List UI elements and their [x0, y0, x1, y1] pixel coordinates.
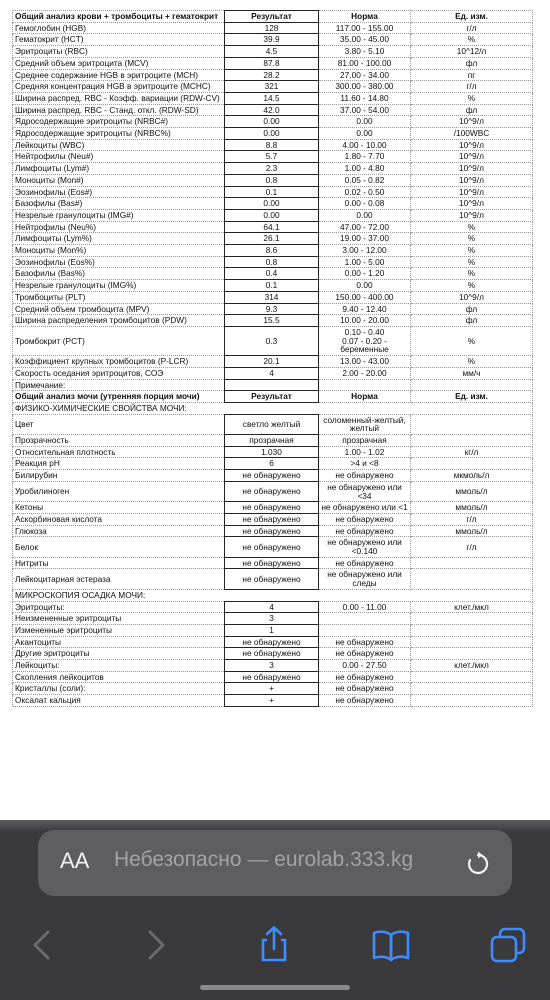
test-name: Белок: [13, 537, 225, 557]
test-name: Средний объем тромбоцита (MPV): [13, 303, 225, 315]
test-result: 9.3: [225, 303, 319, 315]
reference-range: 117.00 - 155.00: [319, 22, 411, 34]
reference-range: не обнаружено или <0.140: [319, 537, 411, 557]
table-row: [13, 221, 533, 233]
table-row: [13, 513, 533, 525]
table-row: [13, 209, 533, 221]
table-row: [13, 525, 533, 537]
test-result: 26.1: [225, 233, 319, 245]
forward-icon[interactable]: [136, 925, 176, 965]
reference-range: 0.00 - 1.20: [319, 268, 411, 280]
table-row: [13, 569, 533, 589]
column-header-unit: Ед. изм.: [411, 391, 533, 403]
reference-range: 1.80 - 7.70: [319, 151, 411, 163]
reference-range: не обнаружено: [319, 557, 411, 569]
bookmarks-icon[interactable]: [371, 925, 411, 965]
table-row: [13, 379, 533, 391]
unit: ммоль/л: [411, 525, 533, 537]
table-row: [13, 557, 533, 569]
section-header-row: [13, 11, 533, 23]
test-result: +: [225, 695, 319, 707]
test-name: Нейтрофилы (Neu%): [13, 221, 225, 233]
reference-range: [319, 613, 411, 625]
reference-range: 0.00: [319, 280, 411, 292]
unit: 10^9/л: [411, 116, 533, 128]
unit: [411, 671, 533, 683]
table-row: [13, 46, 533, 58]
test-result: не обнаружено: [225, 671, 319, 683]
subsection-row: [13, 589, 533, 601]
table-row: [13, 315, 533, 327]
lab-results-body: [13, 11, 533, 707]
unit: [411, 414, 533, 434]
test-name: Ядросодержащие эритроциты (NRBC#): [13, 116, 225, 128]
table-row: [13, 92, 533, 104]
test-name: Средний объем эритроцита (MCV): [13, 57, 225, 69]
unit: 10^9/л: [411, 209, 533, 221]
table-row: [13, 163, 533, 175]
test-name: Нейтрофилы (Neu#): [13, 151, 225, 163]
test-name: Другие эритроциты: [13, 648, 225, 660]
unit: [411, 569, 533, 589]
url-text[interactable]: Небезопасно — eurolab.333.kg: [114, 848, 414, 871]
test-result: 8.8: [225, 139, 319, 151]
table-row: [13, 291, 533, 303]
test-name: Прозрачность: [13, 435, 225, 447]
test-result: 0.00: [225, 116, 319, 128]
reference-range: 1.00 - 5.00: [319, 256, 411, 268]
unit: %: [411, 256, 533, 268]
table-row: [13, 22, 533, 34]
test-result: 4.5: [225, 46, 319, 58]
table-row: [13, 414, 533, 434]
test-result: 14.5: [225, 92, 319, 104]
column-header-result: Результат: [225, 391, 319, 403]
test-name: Ширина распределения тромбоцитов (PDW): [13, 315, 225, 327]
test-name: Лейкоциты (WBC): [13, 139, 225, 151]
test-result: 2.3: [225, 163, 319, 175]
test-name: Базофилы (Bas#): [13, 198, 225, 210]
table-row: [13, 34, 533, 46]
test-name: Ширина распред. RBC - Станд. откл. (RDW-SD): [13, 104, 225, 116]
test-name: Кетоны: [13, 502, 225, 514]
test-name: Ядросодержащие эритроциты (NRBC%): [13, 128, 225, 140]
unit: 10^9/л: [411, 198, 533, 210]
unit: [411, 435, 533, 447]
unit: %: [411, 221, 533, 233]
text-size-button[interactable]: AA: [60, 848, 90, 873]
column-header-norm: Норма: [319, 11, 411, 23]
reference-range: 0.00: [319, 116, 411, 128]
table-row: [13, 537, 533, 557]
unit: [411, 379, 533, 391]
unit: 10^12/л: [411, 46, 533, 58]
test-result: 5.7: [225, 151, 319, 163]
reference-range: 27.00 - 34.00: [319, 69, 411, 81]
reference-range: 0.05 - 0.82: [319, 174, 411, 186]
unit: г/л: [411, 513, 533, 525]
test-result: не обнаружено: [225, 525, 319, 537]
test-name: Тромбокрит (PCT): [13, 326, 225, 355]
table-row: [13, 435, 533, 447]
reference-range: 9.40 - 12.40: [319, 303, 411, 315]
reference-range: 2.00 - 20.00: [319, 367, 411, 379]
reference-range: 3.80 - 5.10: [319, 46, 411, 58]
reference-range: 35.00 - 45.00: [319, 34, 411, 46]
table-row: [13, 268, 533, 280]
test-name: Гемоглобин (HGB): [13, 22, 225, 34]
unit: [411, 648, 533, 660]
test-name: Примечание:: [13, 379, 225, 391]
unit: %: [411, 34, 533, 46]
unit: 10^9/л: [411, 139, 533, 151]
test-result: 0.1: [225, 186, 319, 198]
test-name: Глюкоза: [13, 525, 225, 537]
section-title: Общий анализ мочи (утренняя порция мочи): [13, 391, 225, 403]
reference-range: 10.00 - 20.00: [319, 315, 411, 327]
unit: [411, 613, 533, 625]
table-row: [13, 81, 533, 93]
lab-results-table: [12, 10, 533, 707]
table-row: [13, 470, 533, 482]
test-result: 3: [225, 660, 319, 672]
reference-range: 1.00 - 4.80: [319, 163, 411, 175]
unit: фл: [411, 104, 533, 116]
test-result: 64.1: [225, 221, 319, 233]
reference-range: не обнаружено: [319, 525, 411, 537]
test-name: Незрелые гранулоциты (IMG#): [13, 209, 225, 221]
subsection-row: [13, 402, 533, 414]
table-row: [13, 356, 533, 368]
table-row: [13, 481, 533, 501]
unit: [411, 557, 533, 569]
reference-range: не обнаружено или <1: [319, 502, 411, 514]
unit: мкмоль/л: [411, 470, 533, 482]
test-result: 0.8: [225, 256, 319, 268]
test-result: 314: [225, 291, 319, 303]
reference-range: 1.00 - 1.02: [319, 446, 411, 458]
table-row: [13, 458, 533, 470]
table-row: [13, 280, 533, 292]
unit: %: [411, 92, 533, 104]
test-result: [225, 379, 319, 391]
reference-range: не обнаружено: [319, 513, 411, 525]
table-row: [13, 116, 533, 128]
test-result: не обнаружено: [225, 513, 319, 525]
test-name: Лейкоциты:: [13, 660, 225, 672]
unit: [411, 636, 533, 648]
reference-range: не обнаружено: [319, 683, 411, 695]
reference-range: [319, 379, 411, 391]
test-result: 4: [225, 367, 319, 379]
table-row: [13, 601, 533, 613]
test-result: прозрачная: [225, 435, 319, 447]
test-result: не обнаружено: [225, 569, 319, 589]
table-row: [13, 57, 533, 69]
reference-range: не обнаружено: [319, 695, 411, 707]
test-result: 321: [225, 81, 319, 93]
unit: 10^9/л: [411, 151, 533, 163]
test-result: 0.8: [225, 174, 319, 186]
section-title: Общий анализ крови + тромбоциты + гематокрит: [13, 11, 225, 23]
test-name: Лимфоциты (Lym#): [13, 163, 225, 175]
test-result: 0.00: [225, 198, 319, 210]
test-result: 8.6: [225, 245, 319, 257]
unit: 10^9/л: [411, 163, 533, 175]
test-result: 42.0: [225, 104, 319, 116]
table-row: [13, 186, 533, 198]
test-name: Моноциты (Mon%): [13, 245, 225, 257]
subsection-title: МИКРОСКОПИЯ ОСАДКА МОЧИ:: [13, 589, 533, 601]
test-result: 15.5: [225, 315, 319, 327]
test-result: не обнаружено: [225, 470, 319, 482]
unit: /100WBC: [411, 128, 533, 140]
reference-range: 81.00 - 100.00: [319, 57, 411, 69]
test-name: Лейкоцитарная эстераза: [13, 569, 225, 589]
unit: 10^9/л: [411, 174, 533, 186]
test-name: Нитриты: [13, 557, 225, 569]
column-header-result: Результат: [225, 11, 319, 23]
reference-range: 37.00 - 54.00: [319, 104, 411, 116]
test-name: Кристаллы (соли):: [13, 683, 225, 695]
table-row: [13, 198, 533, 210]
test-name: Билирубин: [13, 470, 225, 482]
reference-range: 300.00 - 380.00: [319, 81, 411, 93]
reference-range: 0.10 - 0.40 0.07 - 0.20 - беременные: [319, 326, 411, 355]
table-row: [13, 174, 533, 186]
test-name: Средняя концентрация HGB в эритроците (MCHC): [13, 81, 225, 93]
test-name: Эритроциты (RBC): [13, 46, 225, 58]
section-header-row: [13, 391, 533, 403]
reference-range: 19.00 - 37.00: [319, 233, 411, 245]
table-row: [13, 139, 533, 151]
test-result: 128: [225, 22, 319, 34]
reference-range: 3.00 - 12.00: [319, 245, 411, 257]
test-result: 1.030: [225, 446, 319, 458]
unit: 10^9/л: [411, 186, 533, 198]
test-result: светло желтый: [225, 414, 319, 434]
test-name: Ширина распред. RBC - Коэфф. вариации (RDW-CV): [13, 92, 225, 104]
table-row: [13, 683, 533, 695]
test-name: Уробилиноген: [13, 481, 225, 501]
table-row: [13, 636, 533, 648]
test-name: Незрелые гранулоциты (IMG%): [13, 280, 225, 292]
test-name: Скорость оседания эритроцитов, СОЭ: [13, 367, 225, 379]
reference-range: 0.02 - 0.50: [319, 186, 411, 198]
test-name: Эозинофилы (Eos%): [13, 256, 225, 268]
test-name: Эритроциты:: [13, 601, 225, 613]
test-result: 28.2: [225, 69, 319, 81]
table-row: [13, 671, 533, 683]
test-name: Эозинофилы (Eos#): [13, 186, 225, 198]
test-name: Коэффициент крупных тромбоцитов (P-LCR): [13, 356, 225, 368]
test-result: не обнаружено: [225, 636, 319, 648]
test-name: Гематокрит (HCT): [13, 34, 225, 46]
test-name: Относительная плотность: [13, 446, 225, 458]
unit: %: [411, 233, 533, 245]
reference-range: не обнаружено или <34: [319, 481, 411, 501]
reference-range: 47.00 - 72.00: [319, 221, 411, 233]
unit: 10^9/л: [411, 291, 533, 303]
reference-range: соломенный-желтый, желтый: [319, 414, 411, 434]
table-row: [13, 502, 533, 514]
table-row: [13, 326, 533, 355]
reference-range: не обнаружено: [319, 671, 411, 683]
test-name: Цвет: [13, 414, 225, 434]
test-result: 1: [225, 624, 319, 636]
test-result: 0.00: [225, 128, 319, 140]
unit: мм/ч: [411, 367, 533, 379]
test-name: Тромбоциты (PLT): [13, 291, 225, 303]
table-row: [13, 660, 533, 672]
unit: [411, 695, 533, 707]
reference-range: не обнаружено: [319, 648, 411, 660]
unit: %: [411, 326, 533, 355]
test-result: 0.1: [225, 280, 319, 292]
unit: фл: [411, 315, 533, 327]
test-result: 87.8: [225, 57, 319, 69]
test-name: Реакция pH: [13, 458, 225, 470]
table-row: [13, 446, 533, 458]
subsection-title: ФИЗИКО-ХИМИЧЕСКИЕ СВОЙСТВА МОЧИ:: [13, 402, 533, 414]
reference-range: не обнаружено: [319, 470, 411, 482]
unit: г/л: [411, 537, 533, 557]
unit: г/л: [411, 81, 533, 93]
reference-range: 4.00 - 10.00: [319, 139, 411, 151]
test-result: не обнаружено: [225, 557, 319, 569]
unit: ммоль/л: [411, 481, 533, 501]
unit: [411, 458, 533, 470]
unit: %: [411, 280, 533, 292]
test-name: Оксалат кальция: [13, 695, 225, 707]
test-result: 20.1: [225, 356, 319, 368]
test-name: Измененные эритроциты: [13, 624, 225, 636]
test-name: Моноциты (Mon#): [13, 174, 225, 186]
unit: %: [411, 356, 533, 368]
reference-range: не обнаружено: [319, 636, 411, 648]
table-row: [13, 256, 533, 268]
tabs-icon[interactable]: [488, 925, 528, 965]
unit: фл: [411, 57, 533, 69]
test-name: Лимфоциты (Lym%): [13, 233, 225, 245]
table-row: [13, 233, 533, 245]
column-header-norm: Норма: [319, 391, 411, 403]
test-result: не обнаружено: [225, 648, 319, 660]
test-result: 4: [225, 601, 319, 613]
table-row: [13, 69, 533, 81]
column-header-unit: Ед. изм.: [411, 11, 533, 23]
unit: %: [411, 268, 533, 280]
table-row: [13, 695, 533, 707]
reference-range: 11.60 - 14.80: [319, 92, 411, 104]
test-result: не обнаружено: [225, 537, 319, 557]
unit: [411, 683, 533, 695]
test-result: не обнаружено: [225, 481, 319, 501]
test-name: Акантоциты: [13, 636, 225, 648]
test-result: 3: [225, 613, 319, 625]
test-result: 0.00: [225, 209, 319, 221]
unit: клет./мкл: [411, 601, 533, 613]
share-icon[interactable]: [254, 925, 294, 965]
reference-range: 0.00 - 27.50: [319, 660, 411, 672]
reference-range: прозрачная: [319, 435, 411, 447]
table-row: [13, 104, 533, 116]
reference-range: 150.00 - 400.00: [319, 291, 411, 303]
reload-icon[interactable]: [465, 851, 491, 877]
reference-range: 0.00: [319, 209, 411, 221]
reference-range: 13.00 - 43.00: [319, 356, 411, 368]
table-row: [13, 151, 533, 163]
unit: ммоль/л: [411, 502, 533, 514]
table-row: [13, 128, 533, 140]
test-result: 0.3: [225, 326, 319, 355]
table-row: [13, 624, 533, 636]
reference-range: 0.00 - 0.08: [319, 198, 411, 210]
unit: кг/л: [411, 446, 533, 458]
test-name: Скопления лейкоцитов: [13, 671, 225, 683]
table-row: [13, 648, 533, 660]
test-name: Среднее содержание HGB в эритроците (MCH): [13, 69, 225, 81]
unit: [411, 624, 533, 636]
reference-range: [319, 624, 411, 636]
table-row: [13, 303, 533, 315]
table-row: [13, 367, 533, 379]
unit: г/л: [411, 22, 533, 34]
test-result: 0.4: [225, 268, 319, 280]
home-indicator: [200, 985, 350, 990]
reference-range: 0.00 - 11.00: [319, 601, 411, 613]
reference-range: >4 и <8: [319, 458, 411, 470]
table-row: [13, 613, 533, 625]
browser-toolbar: [0, 820, 550, 1000]
unit: %: [411, 245, 533, 257]
unit: пг: [411, 69, 533, 81]
test-result: +: [225, 683, 319, 695]
table-row: [13, 245, 533, 257]
reference-range: не обнаружено или следы: [319, 569, 411, 589]
test-name: Неизмененные эритроциты: [13, 613, 225, 625]
test-result: 39.9: [225, 34, 319, 46]
unit: фл: [411, 303, 533, 315]
test-name: Базофилы (Bas%): [13, 268, 225, 280]
back-icon[interactable]: [22, 925, 62, 965]
unit: клет./мкл: [411, 660, 533, 672]
test-result: 6: [225, 458, 319, 470]
test-name: Аскорбиновая кислота: [13, 513, 225, 525]
test-result: не обнаружено: [225, 502, 319, 514]
reference-range: 0.00: [319, 128, 411, 140]
